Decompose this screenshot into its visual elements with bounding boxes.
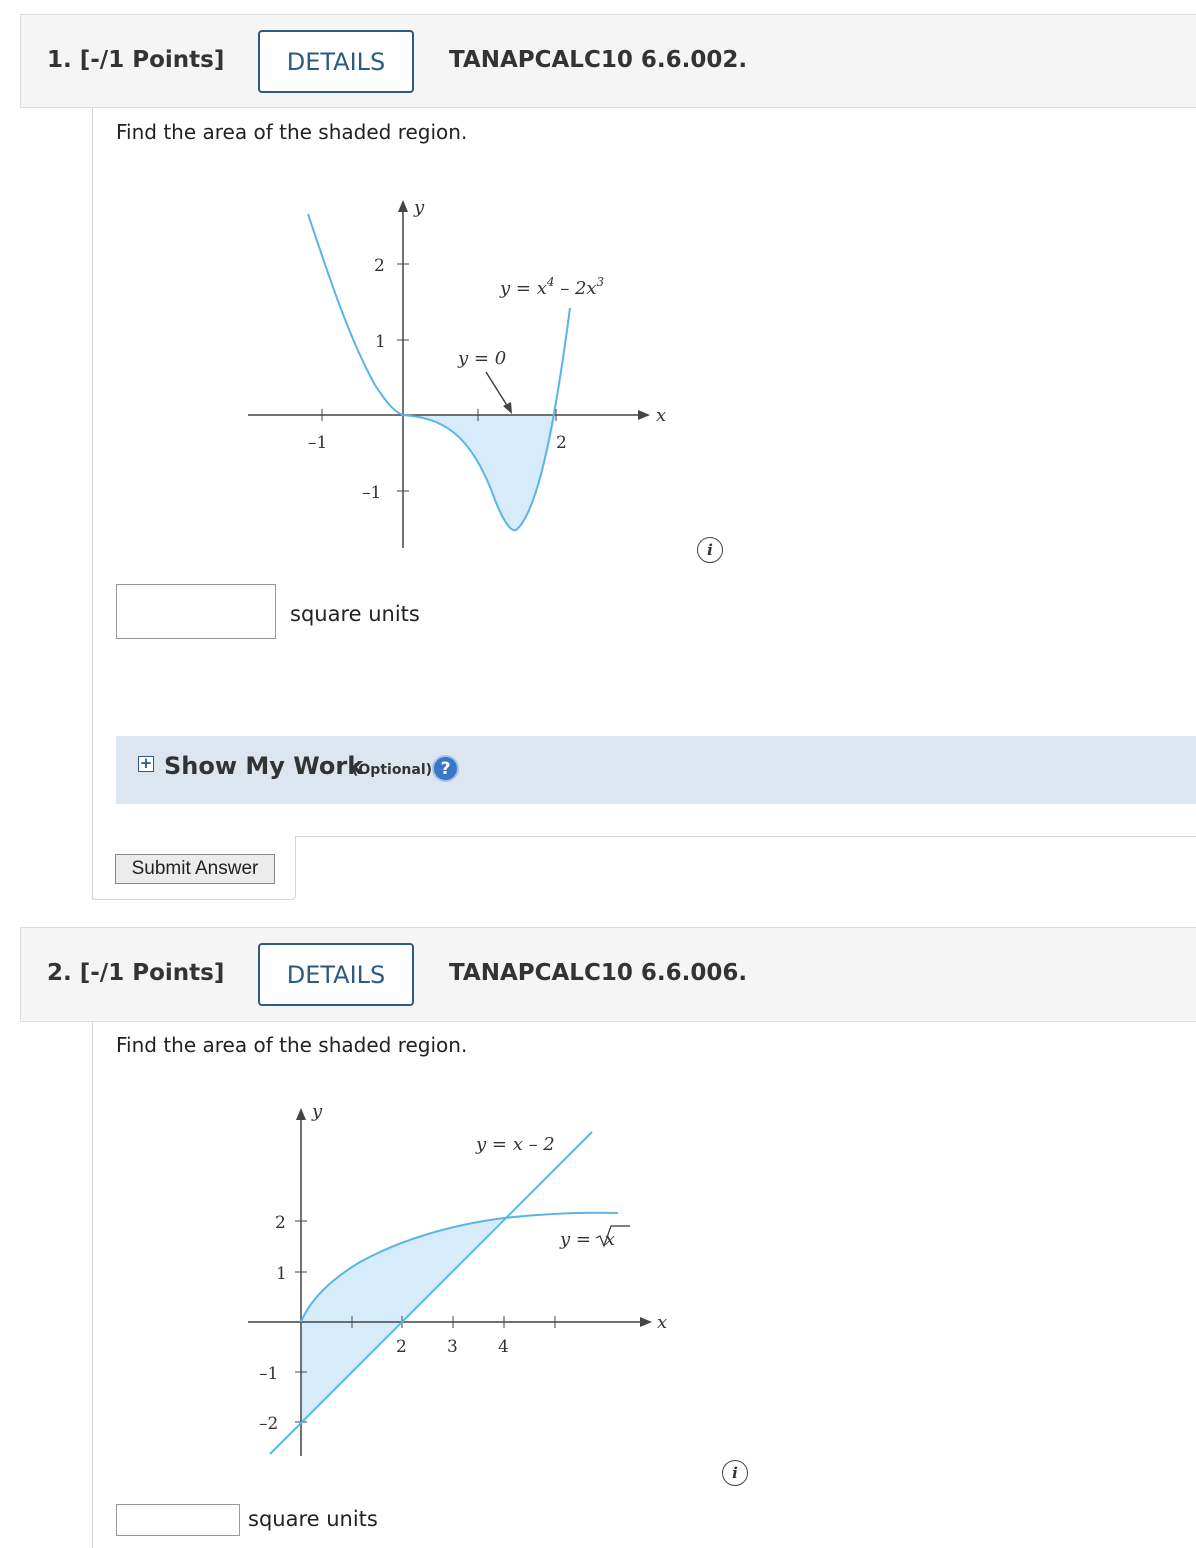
question-2-header [20, 927, 1196, 1022]
show-my-work-bar[interactable] [116, 736, 1196, 804]
x-tick-label-3: 3 [447, 1337, 458, 1357]
show-my-work-optional: (Optional) [352, 762, 433, 778]
question-1-header [20, 14, 1196, 108]
x-axis-label: x [657, 1312, 668, 1333]
y-axis-arrow [296, 1108, 306, 1120]
y-tick-label-1: 1 [276, 1264, 287, 1284]
x-axis-label: x [656, 405, 667, 426]
y-tick-label-1: 1 [375, 332, 386, 352]
question-2-code: TANAPCALC10 6.6.006. [449, 960, 748, 986]
shaded-region [403, 415, 556, 530]
x-axis-arrow [638, 410, 650, 420]
help-icon[interactable]: ? [432, 755, 459, 782]
question-1-left-border [92, 108, 93, 900]
question-1-graph [240, 190, 680, 560]
question-1-details-button[interactable]: DETAILS [258, 30, 414, 93]
question-1-prompt: Find the area of the shaded region. [116, 120, 468, 144]
question-1-answer-input[interactable] [116, 584, 276, 639]
question-1-number: 1. [-/1 Points] [47, 47, 225, 73]
question-2-details-button[interactable]: DETAILS [258, 943, 414, 1006]
question-2-number: 2. [-/1 Points] [47, 960, 225, 986]
question-2-info-icon[interactable]: i [722, 1460, 748, 1486]
question-2-unit-label: square units [248, 1507, 378, 1531]
y-tick-label-neg2: –2 [259, 1414, 279, 1434]
question-2-graph [240, 1095, 680, 1465]
question-2-answer-input[interactable] [116, 1504, 240, 1536]
question-1-unit-label: square units [290, 602, 420, 626]
submit-area [92, 836, 296, 900]
y-tick-label-neg1: –1 [362, 483, 382, 503]
show-my-work-label[interactable]: Show My Work [164, 752, 364, 780]
question-1-code: TANAPCALC10 6.6.002. [449, 47, 748, 73]
line-y-x-minus-2 [270, 1132, 592, 1454]
submit-answer-button[interactable]: Submit Answer [115, 854, 275, 884]
y-zero-pointer [486, 372, 508, 407]
plus-box-icon[interactable]: + [139, 754, 153, 772]
x-tick-label-2: 2 [556, 433, 567, 453]
y-tick-label-2: 2 [374, 256, 385, 276]
question-1-info-icon[interactable]: i [697, 537, 723, 563]
x-tick-label-4: 4 [498, 1337, 509, 1357]
curve-label: $y = x^4 - 2x^3$ [500, 275, 605, 299]
x-tick-label-neg1: –1 [308, 433, 328, 453]
question-2-prompt: Find the area of the shaded region. [116, 1033, 468, 1057]
x-tick-label-2: 2 [396, 1337, 407, 1357]
submit-divider [296, 836, 1196, 837]
y-axis-label: y [312, 1101, 323, 1122]
y-tick-label-neg1: –1 [259, 1364, 279, 1384]
y-axis-label: y [414, 197, 425, 218]
curve-label: y = x [560, 1229, 615, 1250]
x-axis-arrow [640, 1317, 652, 1327]
line-label: y = x – 2 [476, 1134, 555, 1155]
line-label-y-zero: y = 0 [458, 348, 507, 369]
y-tick-label-2: 2 [275, 1213, 286, 1233]
y-axis-arrow [398, 200, 408, 212]
question-2-left-border [92, 1022, 93, 1548]
